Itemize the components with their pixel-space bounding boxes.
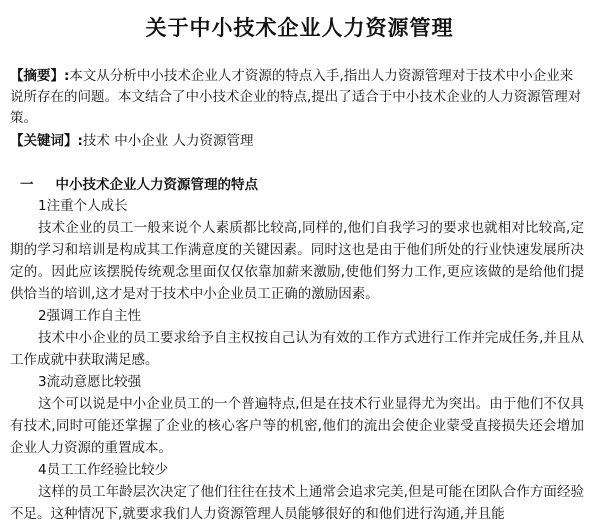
section-title: 中小技术企业人力资源管理的特点 <box>55 177 258 193</box>
subsection-heading: 2强调工作自主性 <box>38 308 142 324</box>
keywords-text: 技术 中小企业 人力资源管理 <box>82 133 254 149</box>
subsection-heading: 3流动意愿比较强 <box>38 374 142 390</box>
abstract-text: 本文从分析中小技术企业人才资源的特点入手,指出人力资源管理对于技术中小企业来说所存在的问题。本文结合了中小技术企业的特点,提出了适合于中小技术企业的人力资源管理对策。 <box>10 68 582 126</box>
section-heading <box>20 175 258 196</box>
abstract-label: 【摘要】: <box>10 68 70 84</box>
page-title: 关于中小技术企业人力资源管理 <box>145 15 454 40</box>
abstract-paragraph <box>10 66 584 129</box>
subsection-paragraph: 这样的员工年龄层次决定了他们往往在技术上通常会追求完美,但是可能在团队合作方面经验不足。这种情况下,就要求我们人力资源管理人员能够很好的和他们进行沟通,并且能 <box>10 484 584 522</box>
keywords-paragraph <box>10 131 584 152</box>
subsection-heading: 1注重个人成长 <box>38 198 128 214</box>
section-number: 一 <box>20 177 34 193</box>
subsection-paragraph: 技术中小企业的员工要求给予自主权按自己认为有效的工作方式进行工作并完成任务,并且从工作成就中获取满足感。 <box>10 330 584 368</box>
keywords-label: 【关键词】: <box>10 133 83 149</box>
subsection-paragraph: 这个可以说是中小企业员工的一个普遍特点,但是在技术行业显得尤为突出。由于他们不仅具有技术,同时可能还掌握了企业的核心客户等的机密,他们的流出会使企业蒙受直接损失还会增加企业人力资源的重置成本。 <box>10 396 584 456</box>
subsection-heading: 4员工工作经验比较少 <box>38 462 169 478</box>
section-body <box>10 195 584 525</box>
subsection-paragraph: 技术企业的员工一般来说个人素质都比较高,同样的,他们自我学习的要求也就相对比较高,定期的学习和培训是构成其工作满意度的关键因素。同时这也是由于他们所处的行业快速发展所决定的。因此应该摆脱传统观念里面仅仅依靠加薪来激励,使他们努力工作,更应该做的是给他们提供恰当的培训,这才是对于技术中小企业员工正确的激励因素。 <box>10 220 584 302</box>
